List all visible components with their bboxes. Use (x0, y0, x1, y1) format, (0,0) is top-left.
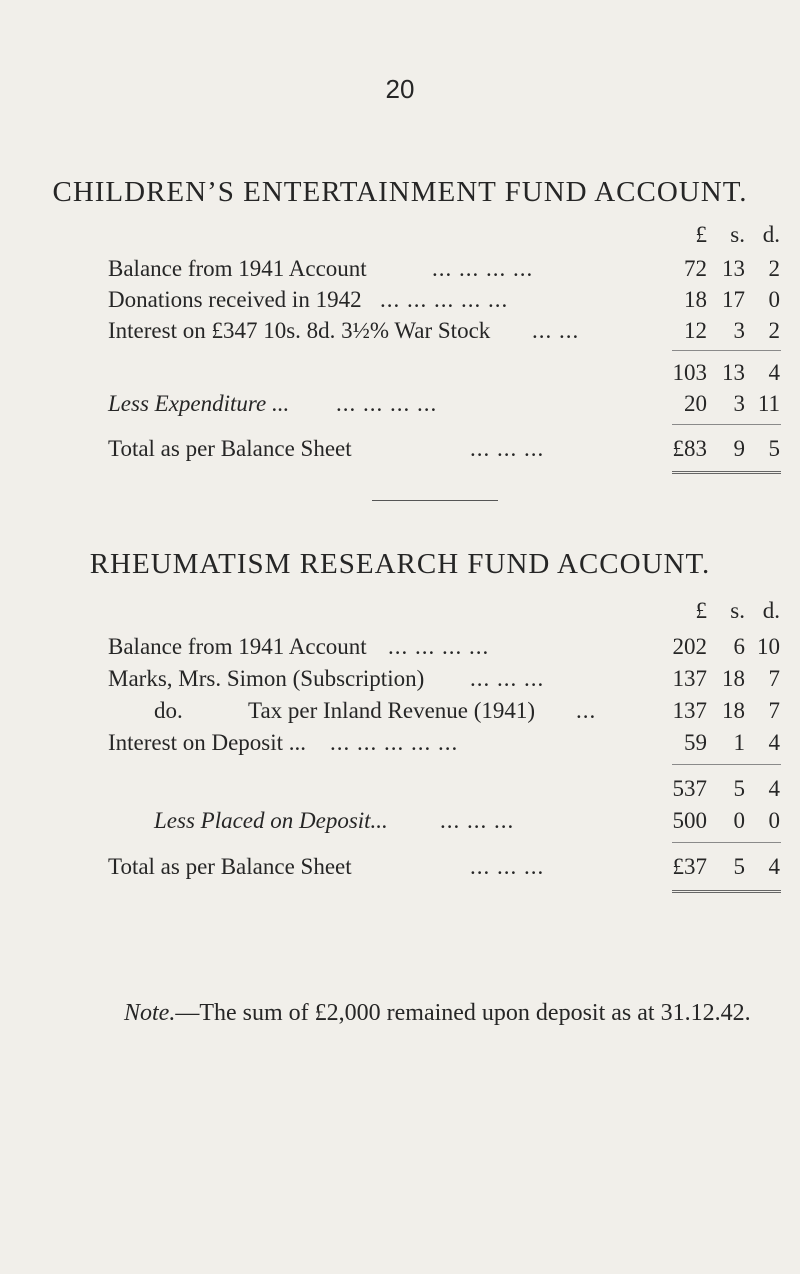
row-label: Total as per Balance Sheet (108, 436, 352, 461)
row-label: Balance from 1941 Account (108, 256, 367, 281)
shillings-value: 0 (733, 808, 745, 833)
row-label: Less Expenditure ... (108, 391, 290, 416)
pence-value: 0 (768, 287, 780, 312)
subtotal-row (0, 360, 800, 392)
pence-value: 4 (768, 360, 780, 385)
pounds-value: £37 (672, 854, 707, 879)
row-label-detail: Tax per Inland Revenue (1941) (248, 698, 536, 723)
subtotal-row (0, 776, 800, 808)
pounds-value: £83 (672, 436, 707, 461)
row-label: Donations received in 1942 (108, 287, 362, 312)
leader-dots: ... ... ... ... ... (380, 287, 509, 312)
total-rule (672, 424, 781, 425)
pounds-header: £ (695, 222, 707, 247)
row-label: Interest on Deposit ... (108, 730, 307, 755)
pence-header: d. (762, 598, 780, 623)
leader-dots: ... ... ... (470, 666, 545, 691)
pounds-value: 537 (672, 776, 707, 801)
pounds-value: 72 (684, 256, 707, 281)
total-row (0, 436, 800, 468)
pence-value: 11 (757, 391, 780, 416)
shillings-value: 5 (733, 854, 745, 879)
leader-dots: ... ... ... ... (336, 391, 438, 416)
currency-header (0, 222, 800, 254)
note-text: —The sum of £2,000 remained upon deposit as at 31.12.42. (175, 1000, 751, 1026)
pence-value: 4 (768, 776, 780, 801)
pounds-value: 137 (672, 666, 707, 691)
note-label: Note. (124, 1000, 176, 1026)
shillings-header: s. (730, 598, 745, 623)
table-row (0, 318, 800, 350)
shillings-value: 13 (722, 360, 745, 385)
pence-value: 7 (768, 698, 780, 723)
shillings-value: 3 (733, 318, 745, 343)
table-row (0, 808, 800, 840)
currency-header (0, 598, 800, 630)
table-row (0, 666, 800, 698)
shillings-value: 9 (733, 436, 745, 461)
pence-value: 0 (768, 808, 780, 833)
table-row (0, 287, 800, 319)
leader-dots: ... ... ... ... (432, 256, 534, 281)
pence-value: 7 (768, 666, 780, 691)
leader-dots: ... (576, 698, 597, 723)
leader-dots: ... ... ... (470, 854, 545, 879)
shillings-value: 6 (733, 634, 745, 659)
leader-dots: ... ... ... (470, 436, 545, 461)
shillings-value: 18 (722, 698, 745, 723)
section-title-childrens-fund: CHILDREN’S ENTERTAINMENT FUND ACCOUNT. (52, 176, 748, 208)
pounds-value: 18 (684, 287, 707, 312)
pounds-value: 500 (672, 808, 707, 833)
row-label: Interest on £347 10s. 8d. 3½% War Stock (108, 318, 491, 343)
table-row (0, 730, 800, 762)
total-row (0, 854, 800, 886)
pounds-value: 59 (684, 730, 707, 755)
page-number: 20 (385, 74, 415, 104)
shillings-value: 3 (733, 391, 745, 416)
pence-value: 10 (757, 634, 780, 659)
double-rule (672, 890, 781, 893)
pounds-value: 202 (672, 634, 707, 659)
shillings-value: 13 (722, 256, 745, 281)
pounds-value: 12 (684, 318, 707, 343)
subtotal-rule (672, 764, 781, 765)
pounds-header: £ (695, 598, 707, 623)
subtotal-rule (672, 350, 781, 351)
row-label: Less Placed on Deposit... (154, 808, 388, 833)
section-divider (372, 500, 498, 501)
double-rule (672, 471, 781, 474)
shillings-value: 5 (733, 776, 745, 801)
leader-dots: ... ... ... ... ... (330, 730, 459, 755)
row-label: Balance from 1941 Account (108, 634, 367, 659)
pence-value: 2 (768, 318, 780, 343)
shillings-value: 18 (722, 666, 745, 691)
footnote (124, 1000, 751, 1027)
table-row (0, 391, 800, 423)
pence-value: 5 (768, 436, 780, 461)
pence-value: 4 (768, 854, 780, 879)
row-label: do. (154, 698, 183, 723)
shillings-header: s. (730, 222, 745, 247)
shillings-value: 17 (722, 287, 745, 312)
pence-header: d. (762, 222, 780, 247)
row-label: Total as per Balance Sheet (108, 854, 352, 879)
table-row (0, 698, 800, 730)
leader-dots: ... ... ... (440, 808, 515, 833)
pounds-value: 137 (672, 698, 707, 723)
pence-value: 2 (768, 256, 780, 281)
pence-value: 4 (768, 730, 780, 755)
pounds-value: 103 (672, 360, 707, 385)
leader-dots: ... ... (532, 318, 580, 343)
row-label: Marks, Mrs. Simon (Subscription) (108, 666, 425, 691)
shillings-value: 1 (733, 730, 745, 755)
total-rule (672, 842, 781, 843)
pounds-value: 20 (684, 391, 707, 416)
leader-dots: ... ... ... ... (388, 634, 490, 659)
table-row (0, 634, 800, 666)
section-title-rheumatism-fund: RHEUMATISM RESEARCH FUND ACCOUNT. (89, 548, 711, 580)
table-row (0, 256, 800, 288)
